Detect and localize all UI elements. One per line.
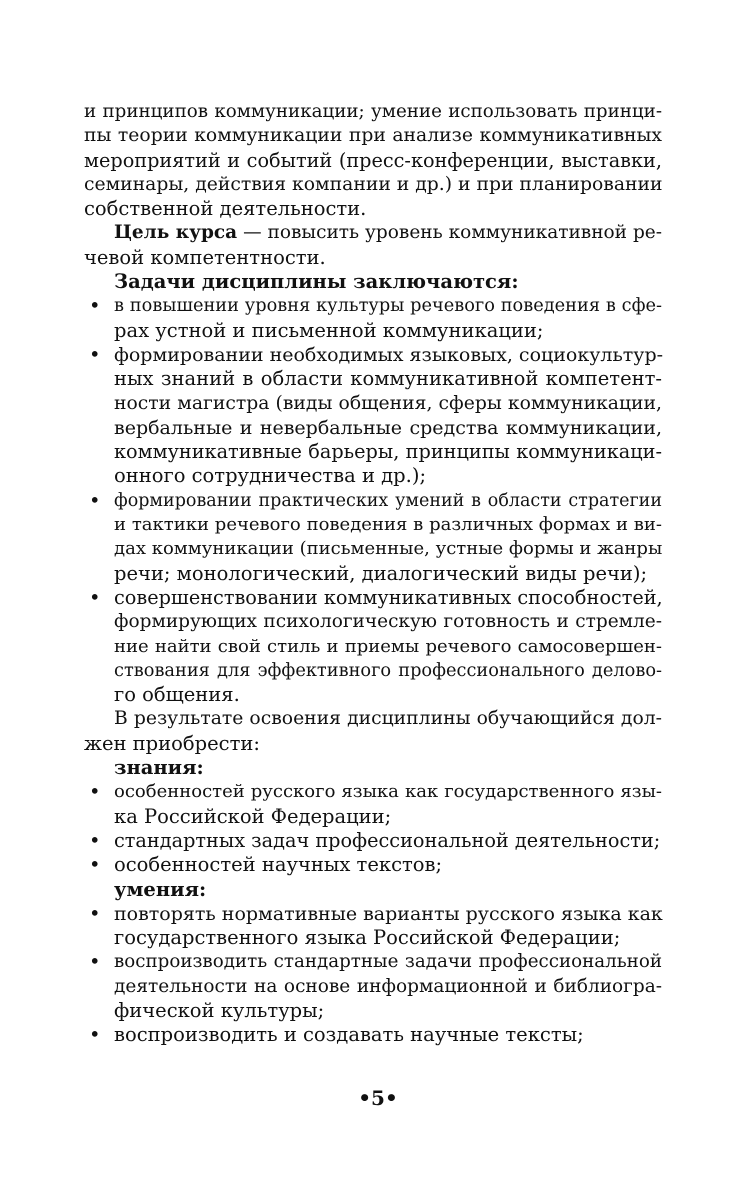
list-item-line: вербальные и невербальные средства коммуникации, [114, 416, 662, 439]
list-item [84, 489, 662, 586]
list-item-line: ка Российской Федерации; [114, 804, 392, 828]
goal-text: — повысить уровень коммуникативной ре- [237, 222, 662, 244]
list-item-text: особенностей научных текстов; [114, 853, 443, 877]
list-item-line [84, 1023, 662, 1047]
page-body [84, 100, 662, 1048]
text-line: и принципов коммуникации; умение использовать принци- [84, 101, 662, 122]
list-item-line: речи; монологический, диалогический виды речи); [114, 561, 648, 585]
skills-heading: умения: [114, 877, 207, 901]
list-item [84, 853, 662, 877]
list-item-line: дах коммуникации (письменные, устные формы и жанры [114, 538, 663, 560]
list-item-line: рах устной и письменной коммуникации; [114, 318, 544, 342]
knowledge-heading: знания: [114, 756, 204, 780]
list-item [84, 950, 662, 1023]
list-item-line: государственного языка Российской Федерации; [114, 926, 621, 950]
list-item-text: стандартных задач профессиональной деятельности; [114, 828, 661, 852]
bullet-icon: • [89, 294, 101, 318]
text-line: мероприятий и событий (пресс-конференции, выставки, [84, 148, 662, 172]
list-item [84, 1023, 662, 1047]
bullet-icon: • [89, 780, 101, 804]
result-paragraph [84, 707, 662, 756]
list-item-line [84, 829, 662, 853]
list-item-line: фической культуры; [114, 998, 325, 1022]
goal-first-line [84, 221, 662, 245]
list-item [84, 829, 662, 853]
list-item-line: коммуникативные барьеры, принципы коммуникаци- [114, 440, 662, 464]
text-line: собственной деятельности. [84, 197, 367, 221]
text-line: В результате освоения дисциплины обучающийся дол- [114, 708, 662, 730]
list-item-text: в повышении уровня культуры речевого поведения в сфе- [114, 296, 662, 317]
list-item-line [84, 489, 662, 513]
text-line: семинары, действия компании и др.) и при планировании [84, 173, 663, 195]
list-item-line: деятельности на основе информационной и библиогра- [114, 975, 662, 997]
list-item-line [84, 586, 662, 610]
list-item [84, 343, 662, 489]
knowledge-list [84, 780, 662, 877]
list-item-text: воспроизводить и создавать научные тексты; [114, 1023, 584, 1047]
list-item-line: онного сотрудничества и др.); [114, 464, 427, 488]
list-item-text: особенностей русского языка как государственного язы- [114, 781, 662, 803]
bullet-icon: • [89, 1023, 101, 1047]
list-item-line: ных знаний в области коммуникативной компетент- [114, 367, 662, 391]
goal-label: Цель курса [114, 222, 238, 244]
list-item-line: го общения. [114, 683, 240, 707]
tasks-list [84, 294, 662, 707]
list-item [84, 780, 662, 829]
list-item-line: формирующих психологическую готовность и стремле- [114, 611, 662, 633]
bullet-icon: • [89, 488, 101, 512]
list-item [84, 294, 662, 343]
list-item-line [84, 294, 662, 318]
text-line: чевой компетентности. [84, 245, 326, 269]
list-item-line: ние найти свой стиль и приемы речевого самосовершен- [114, 635, 662, 657]
page-number: •5• [358, 1086, 398, 1110]
list-item-text: повторять нормативные варианты русского языка как [114, 902, 663, 925]
text-line: жен приобрести: [84, 731, 260, 755]
list-item-line [84, 343, 662, 367]
bullet-icon: • [89, 828, 101, 852]
list-item-line [84, 902, 662, 926]
bullet-icon: • [89, 585, 101, 609]
list-item-text: формировании практических умений в области стратегии [114, 490, 662, 511]
list-item-line [84, 853, 662, 877]
tasks-heading: Задачи дисциплины заключаются: [114, 270, 519, 294]
list-item-line: ствования для эффективного профессионального делово- [114, 660, 662, 681]
list-item-line [84, 950, 662, 974]
bullet-icon: • [89, 342, 101, 366]
bullet-icon: • [89, 950, 101, 974]
goal-paragraph [84, 221, 662, 270]
list-item [84, 902, 662, 951]
intro-paragraph [84, 100, 662, 221]
list-item-text: формировании необходимых языковых, социокультур- [114, 343, 664, 366]
list-item-text: совершенствовании коммуникативных способностей, [114, 585, 663, 609]
list-item-line [84, 780, 662, 804]
bullet-icon: • [89, 901, 101, 925]
list-item [84, 586, 662, 707]
list-item-line: и тактики речевого поведения в различных формах и ви- [114, 514, 662, 536]
skills-list [84, 902, 662, 1048]
text-line: пы теории коммуникации при анализе коммуникативных [84, 125, 662, 147]
bullet-icon: • [89, 853, 101, 877]
list-item-line: ности магистра (виды общения, сферы коммуникации, [114, 392, 662, 414]
list-item-text: воспроизводить стандартные задачи профессиональной [114, 951, 662, 973]
